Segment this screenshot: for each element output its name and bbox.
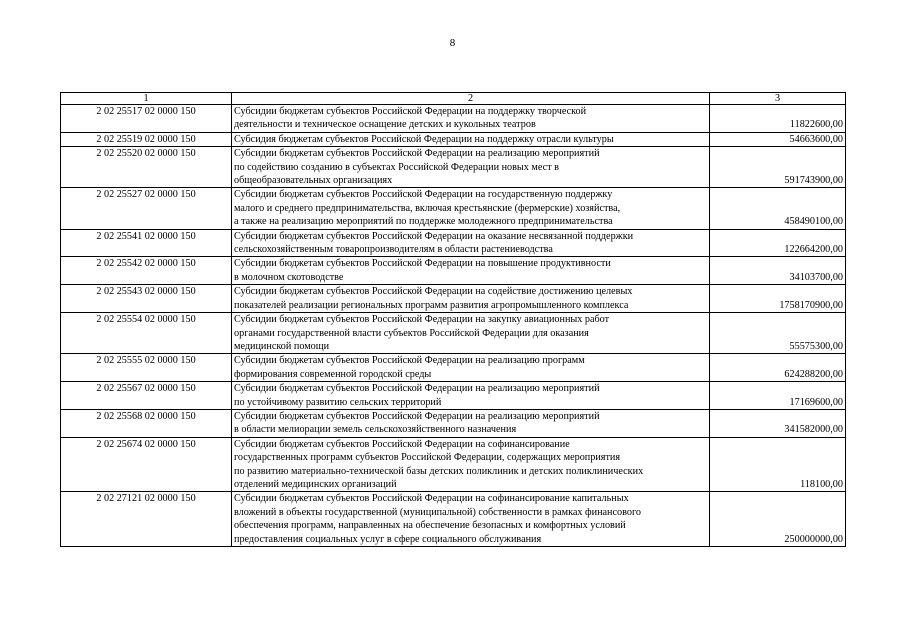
table-row	[61, 132, 846, 146]
table-row	[61, 188, 846, 229]
table-row	[61, 492, 846, 547]
budget-code-cell: 2 02 25543 02 0000 150	[61, 285, 232, 313]
description-line: формирования современной городской среды	[234, 368, 432, 380]
table-row	[61, 354, 846, 382]
description-line: органами государственной власти субъектов Российской Федерации для оказания	[234, 327, 589, 339]
description-line: обеспечения программ, направленных на обеспечение безопасных и комфортных условий	[234, 520, 626, 532]
budget-code-cell: 2 02 25567 02 0000 150	[61, 382, 232, 410]
amount-cell: 591743900,00	[710, 147, 846, 188]
description-line: а также на реализацию мероприятий по поддержке молодежного предпринимательства	[234, 216, 613, 228]
description-cell	[232, 492, 710, 547]
amount-cell: 11822600,00	[710, 105, 846, 133]
description-line: государственных программ субъектов Российской Федерации, содержащих мероприятия	[234, 452, 621, 464]
description-line: Субсидии бюджетам субъектов Российской Федерации на поддержку творческой	[234, 106, 587, 117]
description-cell	[232, 409, 710, 437]
description-line: Субсидии бюджетам субъектов Российской Федерации на государственную поддержку	[234, 189, 613, 201]
description-line: Субсидии бюджетам субъектов Российской Федерации на реализацию мероприятий	[234, 383, 600, 395]
description-line: Субсидия бюджетам субъектов Российской Федерации на поддержку отрасли культуры	[234, 133, 614, 145]
description-line: в молочном скотоводстве	[234, 271, 344, 283]
description-line: по развитию материально-технической базы детских поликлиник и детских поликлинических	[234, 465, 644, 477]
amount-cell: 1758170900,00	[710, 285, 846, 313]
description-line: Субсидии бюджетам субъектов Российской Федерации на повышение продуктивности	[234, 258, 611, 270]
budget-code-cell: 2 02 25542 02 0000 150	[61, 257, 232, 285]
description-line: по устойчивому развитию сельских территорий	[234, 396, 442, 408]
table-header-row	[61, 93, 846, 105]
amount-cell: 34103700,00	[710, 257, 846, 285]
column-header-description: 2	[232, 93, 710, 105]
table-row	[61, 257, 846, 285]
budget-code-cell: 2 02 25517 02 0000 150	[61, 105, 232, 133]
budget-code-cell: 2 02 27121 02 0000 150	[61, 492, 232, 547]
table-row	[61, 229, 846, 257]
description-cell	[232, 382, 710, 410]
description-line: по содействию созданию в субъектах Российской Федерации новых мест в	[234, 161, 559, 173]
description-line: Субсидии бюджетам субъектов Российской Федерации на реализацию мероприятий	[234, 410, 600, 422]
amount-cell: 55575300,00	[710, 313, 846, 354]
budget-code-cell: 2 02 25527 02 0000 150	[61, 188, 232, 229]
amount-cell: 17169600,00	[710, 382, 846, 410]
description-cell	[232, 188, 710, 229]
amount-cell: 458490100,00	[710, 188, 846, 229]
column-header-code: 1	[61, 93, 232, 105]
table-row	[61, 105, 846, 133]
description-line: отделений медицинских организаций	[234, 478, 397, 490]
description-line: Субсидии бюджетам субъектов Российской Федерации на софинансирование	[234, 438, 570, 450]
description-cell	[232, 354, 710, 382]
description-cell	[232, 437, 710, 492]
description-cell	[232, 257, 710, 285]
description-line: Субсидии бюджетам субъектов Российской Федерации на софинансирование капитальных	[234, 493, 629, 505]
budget-revenue-table	[60, 92, 846, 547]
description-line: Субсидии бюджетам субъектов Российской Федерации на реализацию программ	[234, 355, 585, 367]
amount-cell: 341582000,00	[710, 409, 846, 437]
description-cell	[232, 147, 710, 188]
amount-cell: 122664200,00	[710, 229, 846, 257]
budget-code-cell: 2 02 25520 02 0000 150	[61, 147, 232, 188]
description-line: в области мелиорации земель сельскохозяйственного назначения	[234, 424, 517, 436]
description-cell	[232, 229, 710, 257]
description-line: деятельности и техническое оснащение детских и кукольных театров	[234, 119, 536, 131]
budget-code-cell: 2 02 25568 02 0000 150	[61, 409, 232, 437]
description-cell	[232, 105, 710, 133]
description-line: медицинской помощи	[234, 340, 330, 352]
table-row	[61, 313, 846, 354]
amount-cell: 54663600,00	[710, 132, 846, 146]
description-cell	[232, 285, 710, 313]
table-row	[61, 285, 846, 313]
amount-cell: 624288200,00	[710, 354, 846, 382]
column-header-amount: 3	[710, 93, 846, 105]
budget-code-cell: 2 02 25674 02 0000 150	[61, 437, 232, 492]
budget-code-cell: 2 02 25554 02 0000 150	[61, 313, 232, 354]
budget-code-cell: 2 02 25519 02 0000 150	[61, 132, 232, 146]
description-line: Субсидии бюджетам субъектов Российской Федерации на реализацию мероприятий	[234, 148, 600, 160]
page-number: 8	[449, 37, 456, 49]
description-line: общеобразовательных организациях	[234, 175, 393, 187]
description-cell	[232, 132, 710, 146]
table-row	[61, 147, 846, 188]
amount-cell: 118100,00	[710, 437, 846, 492]
table-row	[61, 409, 846, 437]
table-row	[61, 382, 846, 410]
budget-code-cell: 2 02 25555 02 0000 150	[61, 354, 232, 382]
description-line: сельскохозяйственным товаропроизводителям в области растениеводства	[234, 244, 553, 256]
description-line: Субсидии бюджетам субъектов Российской Федерации на закупку авиационных работ	[234, 314, 610, 326]
description-line: вложений в объекты государственной (муниципальной) собственности в рамках финансового	[234, 506, 641, 518]
description-line: малого и среднего предпринимательства, включая крестьянские (фермерские) хозяйства,	[234, 202, 621, 214]
amount-cell: 250000000,00	[710, 492, 846, 547]
budget-code-cell: 2 02 25541 02 0000 150	[61, 229, 232, 257]
description-line: Субсидии бюджетам субъектов Российской Федерации на содействие достижению целевых	[234, 286, 633, 298]
table-row	[61, 437, 846, 492]
description-line: предоставления социальных услуг в сфере социального обслуживания	[234, 533, 542, 545]
description-line: показателей реализации региональных программ развития агропромышленного комплекса	[234, 299, 629, 311]
description-line: Субсидии бюджетам субъектов Российской Федерации на оказание несвязанной поддержки	[234, 230, 634, 242]
description-cell	[232, 313, 710, 354]
